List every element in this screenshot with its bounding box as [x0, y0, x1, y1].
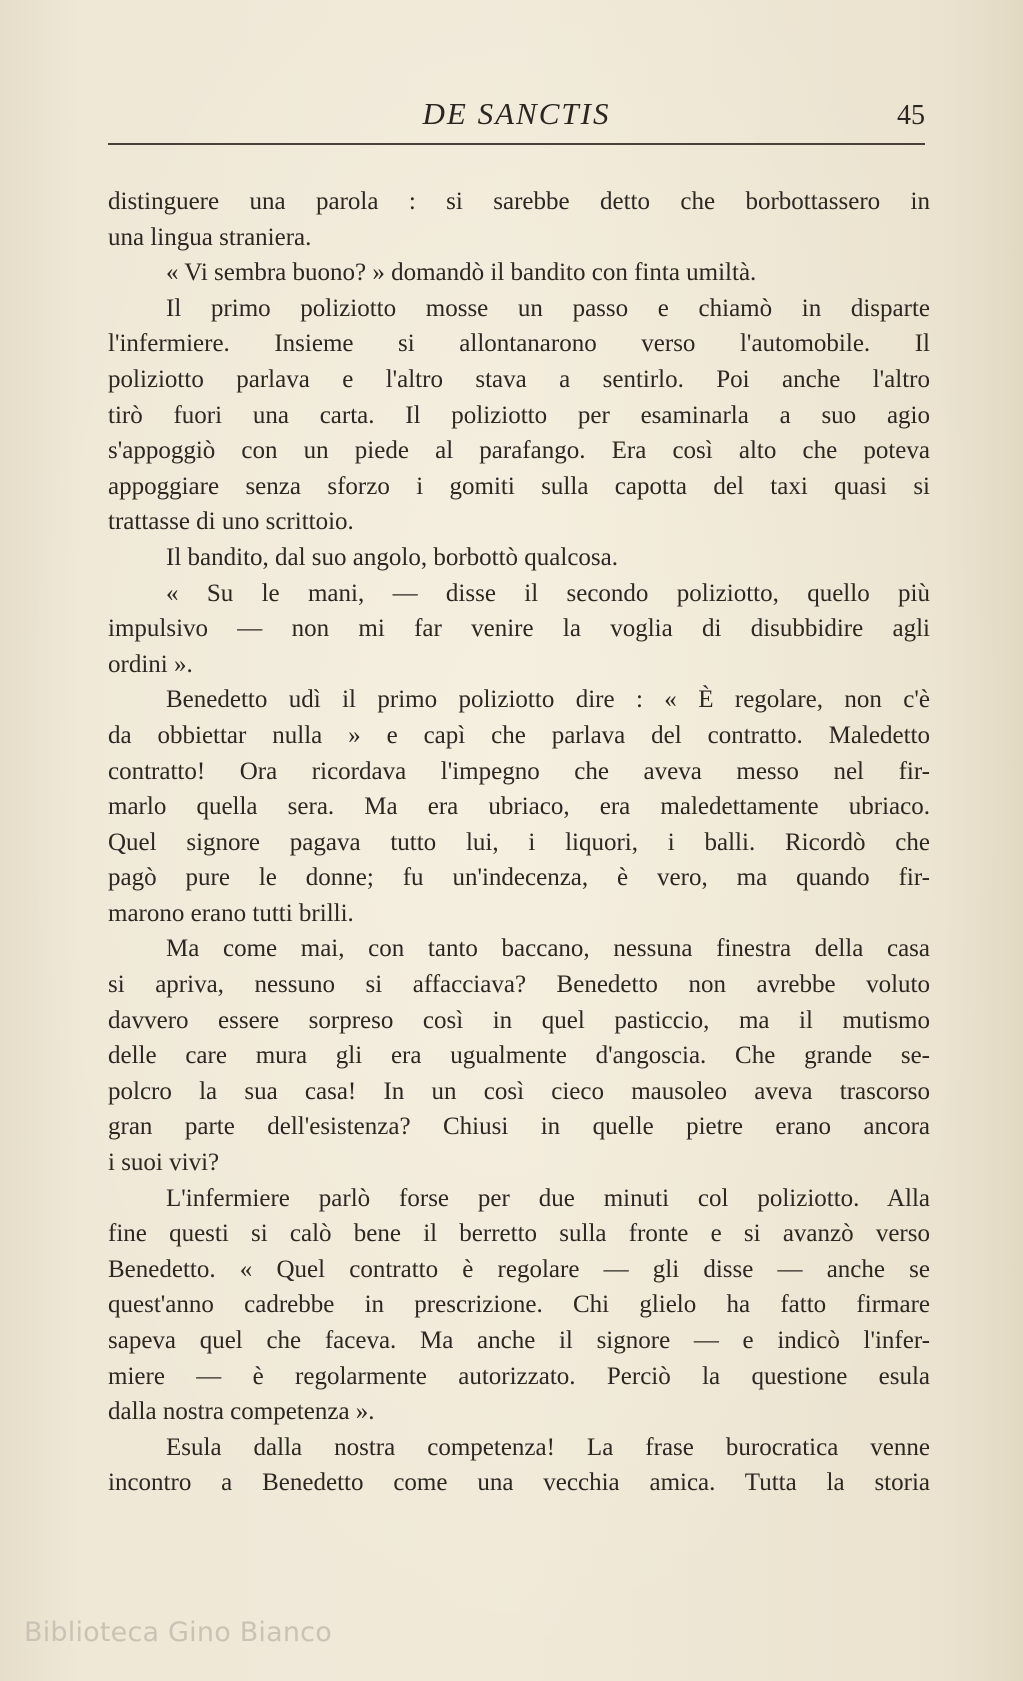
text-line: « Vi sembra buono? » domandò il bandito con finta umiltà.: [166, 259, 757, 287]
text-line: una lingua straniera.: [108, 223, 312, 251]
text-line: si apriva, nessuno si affacciava? Benedetto non avrebbe voluto: [108, 971, 930, 999]
text-line: davvero essere sorpreso così in quel pasticcio, ma il mutismo: [108, 1006, 930, 1034]
text-line: marono erano tutti brilli.: [108, 899, 354, 927]
text-line: Benedetto. « Quel contratto è regolare — gli disse — anche se: [108, 1255, 930, 1283]
text-line: tirò fuori una carta. Il poliziotto per esaminarla a suo agio: [108, 401, 930, 429]
text-line: pagò pure le donne; fu un'indecenza, è vero, ma quando fir-: [108, 864, 930, 892]
text-line: appoggiare senza sforzo i gomiti sulla capotta del taxi quasi si: [108, 472, 930, 500]
text-line: distinguere una parola : si sarebbe detto che borbottassero in: [108, 188, 930, 215]
page-number: 45: [897, 100, 925, 131]
page-header: [108, 96, 925, 136]
running-title: DE SANCTIS: [422, 96, 611, 131]
text-line: poliziotto parlava e l'altro stava a sentirlo. Poi anche l'altro: [108, 365, 930, 393]
text-line: incontro a Benedetto come una vecchia amica. Tutta la storia: [108, 1469, 930, 1497]
text-line: trattasse di uno scrittoio.: [108, 508, 354, 536]
text-line: Benedetto udì il primo poliziotto dire : « È regolare, non c'è: [166, 686, 930, 714]
library-watermark: Biblioteca Gino Bianco: [24, 1617, 332, 1648]
text-line: ordini ».: [108, 650, 193, 678]
text-line: Il bandito, dal suo angolo, borbottò qualcosa.: [166, 543, 619, 571]
text-line: marlo quella sera. Ma era ubriaco, era maledettamente ubriaco.: [108, 793, 930, 821]
text-line: impulsivo — non mi far venire la voglia di disubbidire agli: [108, 615, 930, 643]
text-line: Ma come mai, con tanto baccano, nessuna finestra della casa: [166, 935, 930, 963]
text-line: Il primo poliziotto mosse un passo e chiamò in disparte: [166, 294, 930, 322]
text-line: quest'anno cadrebbe in prescrizione. Chi glielo ha fatto firmare: [108, 1291, 930, 1319]
text-line: gran parte dell'esistenza? Chiusi in quelle pietre erano ancora: [108, 1113, 930, 1141]
text-line: delle care mura gli era ugualmente d'angoscia. Che grande se-: [108, 1042, 930, 1070]
text-line: fine questi si calò bene il berretto sulla fronte e si avanzò verso: [108, 1220, 930, 1248]
text-line: s'appoggiò con un piede al parafango. Era così alto che poteva: [108, 437, 930, 465]
text-line: miere — è regolarmente autorizzato. Perciò la questione esula: [108, 1362, 930, 1390]
header-rule: [108, 143, 925, 145]
text-line: dalla nostra competenza ».: [108, 1398, 375, 1426]
text-line: l'infermiere. Insieme si allontanarono verso l'automobile. Il: [108, 330, 930, 358]
text-line: Quel signore pagava tutto lui, i liquori, i balli. Ricordò che: [108, 828, 930, 856]
text-line: L'infermiere parlò forse per due minuti col poliziotto. Alla: [166, 1184, 930, 1212]
text-line: i suoi vivi?: [108, 1149, 220, 1177]
text-line: « Su le mani, — disse il secondo poliziotto, quello più: [166, 579, 930, 607]
text-line: da obbiettar nulla » e capì che parlava del contratto. Maledetto: [108, 721, 930, 749]
text-line: sapeva quel che faceva. Ma anche il signore — e indicò l'infer-: [108, 1327, 930, 1354]
text-line: Esula dalla nostra competenza! La frase burocratica venne: [166, 1433, 930, 1461]
text-line: polcro la sua casa! In un così cieco mausoleo aveva trascorso: [108, 1077, 930, 1105]
body-text: [108, 184, 930, 1501]
text-line: contratto! Ora ricordava l'impegno che aveva messo nel fir-: [108, 757, 930, 785]
